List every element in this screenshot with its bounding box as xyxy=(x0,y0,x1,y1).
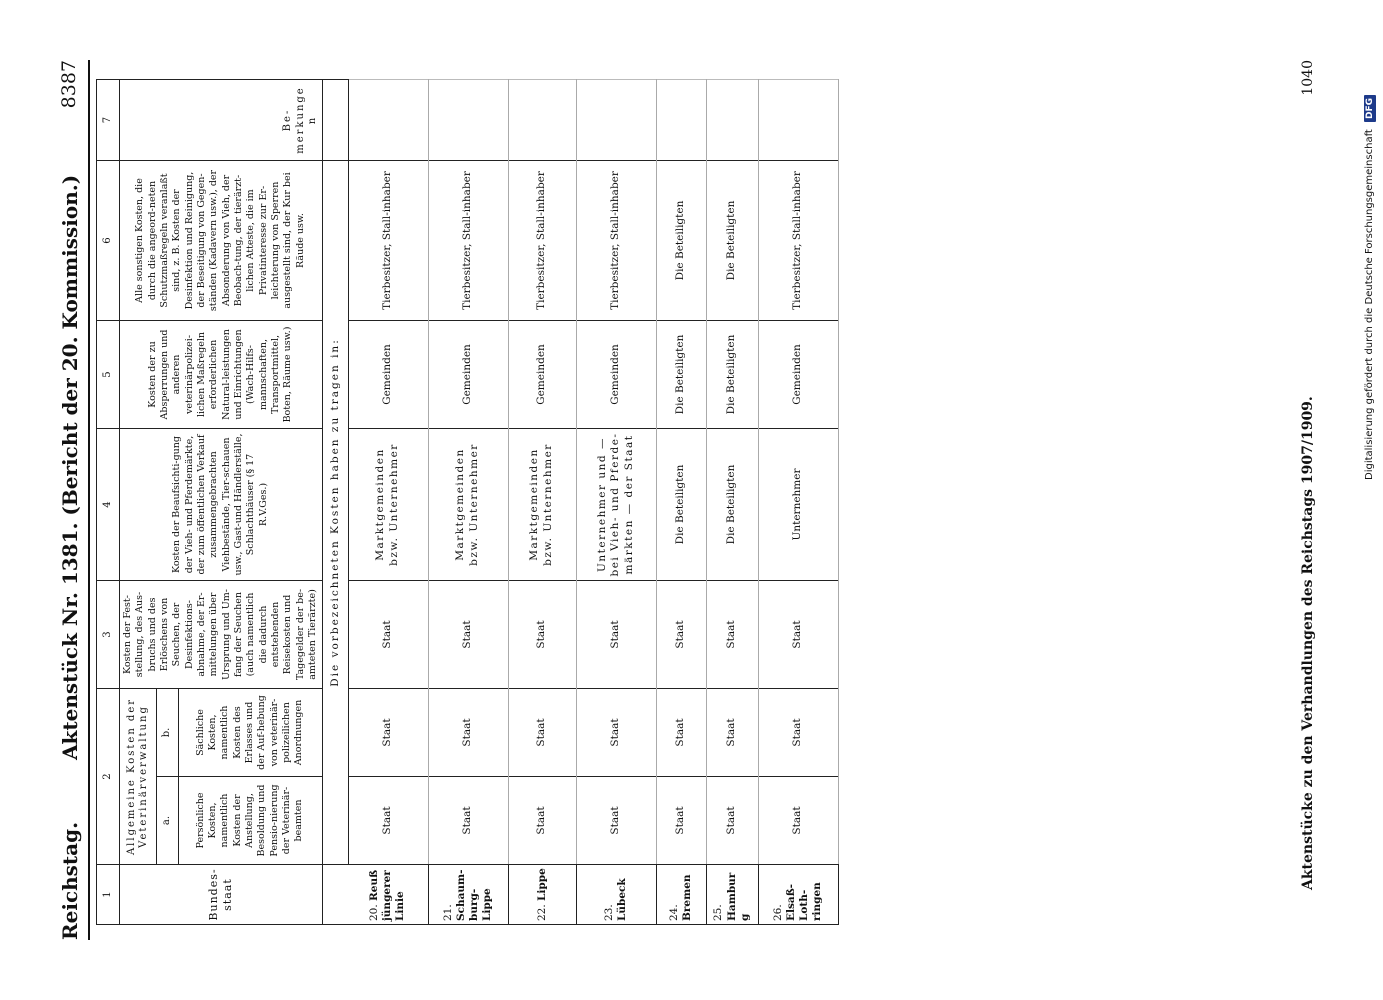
cell-5: Die Beteiligten xyxy=(706,321,758,429)
colnum-6: 6 xyxy=(97,161,120,321)
digitization-credit xyxy=(1364,0,1382,480)
row-state: Lippe xyxy=(535,868,548,901)
row-label xyxy=(706,865,758,925)
cell-6: Tierbesitzer, Stall-inhaber xyxy=(576,161,656,321)
cell-4: Die Beteiligten xyxy=(706,429,758,581)
footer-title: Aktenstücke zu den Verhandlungen des Reichstags 1907/1909. xyxy=(1300,396,1316,890)
footer-number: 1040 xyxy=(1300,60,1316,96)
row-num: 26. xyxy=(771,904,784,921)
colnum-7: 7 xyxy=(97,80,120,161)
header-col2a: Persönliche Kosten, namentlich Kosten der Anstellung, Besoldung und Pensio-nierung der Veterinär-beamten xyxy=(178,777,322,865)
cell-2a: Staat xyxy=(656,777,706,865)
row-state: Elsaß-Loth-ringen xyxy=(785,882,824,921)
cell-3: Staat xyxy=(428,581,508,689)
cell-5: Gemeinden xyxy=(508,321,576,429)
row-label xyxy=(428,865,508,925)
span-note-empty xyxy=(322,865,348,925)
row-label xyxy=(576,865,656,925)
row-state: Bremen xyxy=(681,874,694,921)
row-num: 25. xyxy=(712,904,725,921)
row-num: 22. xyxy=(535,904,548,921)
row-num: 21. xyxy=(441,904,454,921)
header-bemerkungen: Be-merkungen xyxy=(120,80,323,161)
table-row xyxy=(508,80,576,925)
cell-2b: Staat xyxy=(428,689,508,777)
row-label xyxy=(656,865,706,925)
cell-3: Staat xyxy=(508,581,576,689)
cell-3: Staat xyxy=(348,581,428,689)
colnum-1: 1 xyxy=(97,865,120,925)
header-row-1 xyxy=(120,80,157,925)
cell-2b: Staat xyxy=(508,689,576,777)
header-title: Aktenstück Nr. 1381. (Bericht der 20. Kommission.) xyxy=(58,174,82,760)
cost-table xyxy=(96,79,839,925)
cell-2a: Staat xyxy=(428,777,508,865)
table-row xyxy=(428,80,508,925)
header-group-2: Allgemeine Kosten der Veterinärverwaltung xyxy=(120,689,157,865)
cell-6: Tierbesitzer, Stall-inhaber xyxy=(348,161,428,321)
cell-3: Staat xyxy=(656,581,706,689)
cell-5: Gemeinden xyxy=(348,321,428,429)
cell-4: Unternehmer xyxy=(758,429,838,581)
header-reichstag: Reichstag. xyxy=(58,821,82,940)
header-rule xyxy=(88,60,90,940)
page-number: 8387 xyxy=(58,60,80,109)
cell-5: Gemeinden xyxy=(576,321,656,429)
header-col4: Kosten der Beaufsichti-gung der Vieh- und Pferdemärkte, der zum öffentlichen Verkauf zusammengebrachten Viehbestände, Tier-schauen usw., Gast-und Händlerställe, Schlachthäuser (§ 17 R.V.Ges.) xyxy=(120,429,323,581)
cell-3: Staat xyxy=(758,581,838,689)
header-col6: Alle sonstigen Kosten, die durch die angeord-neten Schutzmaßregeln veranlaßt sind, z. B. Kosten der Desinfektion und Reinigung, der Beseitigung von Gegen-ständen (Kadavern usw.), der Absonderung von Vieh, der Beobach-tung, der tierärzt-lichen Atteste, die im Privatinteresse zur Er-leichterung von Sperren ausgestellt sind, der Kur bei Räude usw. xyxy=(120,161,323,321)
row-num: 24. xyxy=(668,904,680,921)
cell-7 xyxy=(428,80,508,161)
credit-text: Digitalisierung gefördert durch die Deutsche Forschungsgemeinschaft xyxy=(1364,129,1375,480)
cell-2a: Staat xyxy=(508,777,576,865)
row-label xyxy=(758,865,838,925)
cell-2b: Staat xyxy=(576,689,656,777)
table-row xyxy=(706,80,758,925)
table-row xyxy=(758,80,838,925)
colnum-3: 3 xyxy=(97,581,120,689)
column-number-row xyxy=(97,80,120,925)
span-note-right xyxy=(322,80,348,161)
row-state: Hamburg xyxy=(725,872,751,921)
table-row xyxy=(576,80,656,925)
cell-4: Marktgemeinden bzw. Unternehmer xyxy=(508,429,576,581)
colnum-2: 2 xyxy=(97,689,120,865)
cell-4: Unternehmer und — bei Vieh- und Pferde-märkten — der Staat xyxy=(576,429,656,581)
page-header xyxy=(58,60,84,940)
row-label xyxy=(508,865,576,925)
cell-5: Gemeinden xyxy=(428,321,508,429)
cell-2a: Staat xyxy=(706,777,758,865)
cell-2b: Staat xyxy=(656,689,706,777)
cell-4: Marktgemeinden bzw. Unternehmer xyxy=(348,429,428,581)
cell-7 xyxy=(508,80,576,161)
cell-5: Gemeinden xyxy=(758,321,838,429)
table-row xyxy=(656,80,706,925)
cell-7 xyxy=(576,80,656,161)
cell-6: Tierbesitzer, Stall-inhaber xyxy=(428,161,508,321)
colnum-4: 4 xyxy=(97,429,120,581)
cell-6: Die Beteiligten xyxy=(706,161,758,321)
cell-4: Marktgemeinden bzw. Unternehmer xyxy=(428,429,508,581)
cell-4: Die Beteiligten xyxy=(656,429,706,581)
cell-2a: Staat xyxy=(576,777,656,865)
cell-2b: Staat xyxy=(758,689,838,777)
cell-3: Staat xyxy=(706,581,758,689)
cell-5: Die Beteiligten xyxy=(656,321,706,429)
row-state: Lübeck xyxy=(616,878,629,921)
colnum-5: 5 xyxy=(97,321,120,429)
header-sub-b: b. xyxy=(157,689,179,777)
span-note: Die vorbezeichneten Kosten haben zu tragen in: xyxy=(322,161,348,865)
row-num: 23. xyxy=(603,904,615,921)
header-col3: Kosten der Fest-stellung, des Aus-bruchs und des Erlöschens von Seuchen, der Desinfektions-abnahme, der Er-mittelungen über Ursprung und Um-fang der Seuchen (auch namentlich die dadurch entstehenden Reisekosten und Tagegelder der be-amteten Tierärzte) xyxy=(120,581,323,689)
row-state: Schaum-burg-Lippe xyxy=(455,869,494,921)
cell-2a: Staat xyxy=(758,777,838,865)
cell-2a: Staat xyxy=(348,777,428,865)
table-row xyxy=(348,80,428,925)
dfg-logo: DFG xyxy=(1364,95,1376,122)
row-label xyxy=(348,865,428,925)
cell-7 xyxy=(656,80,706,161)
cell-6: Die Beteiligten xyxy=(656,161,706,321)
cell-2b: Staat xyxy=(706,689,758,777)
header-col2b: Sächliche Kosten, namentlich Kosten des Erlasses und der Auf-hebung von veterinär-polizeilichen Anordnungen xyxy=(178,689,322,777)
cell-7 xyxy=(348,80,428,161)
span-note-row xyxy=(322,80,348,925)
header-sub-a: a. xyxy=(157,777,179,865)
page-footer xyxy=(1300,40,1340,900)
header-col5: Kosten der zu Absperrungen und anderen veterinärpolizei-lichen Maßregeln erforderlichen Natural-leistungen und Einrichtungen (Wach-Hilfs-mannschaften, Transportmittel, Boten, Räume usw.) xyxy=(120,321,323,429)
cell-7 xyxy=(706,80,758,161)
cell-3: Staat xyxy=(576,581,656,689)
cell-7 xyxy=(758,80,838,161)
row-state: Reuß jüngerer Linie xyxy=(368,869,407,921)
cell-6: Tierbesitzer, Stall-inhaber xyxy=(758,161,838,321)
cell-6: Tierbesitzer, Stall-inhaber xyxy=(508,161,576,321)
cell-2b: Staat xyxy=(348,689,428,777)
row-num: 20. xyxy=(368,904,381,921)
header-bundesstaat: Bundes-staat xyxy=(120,865,323,925)
